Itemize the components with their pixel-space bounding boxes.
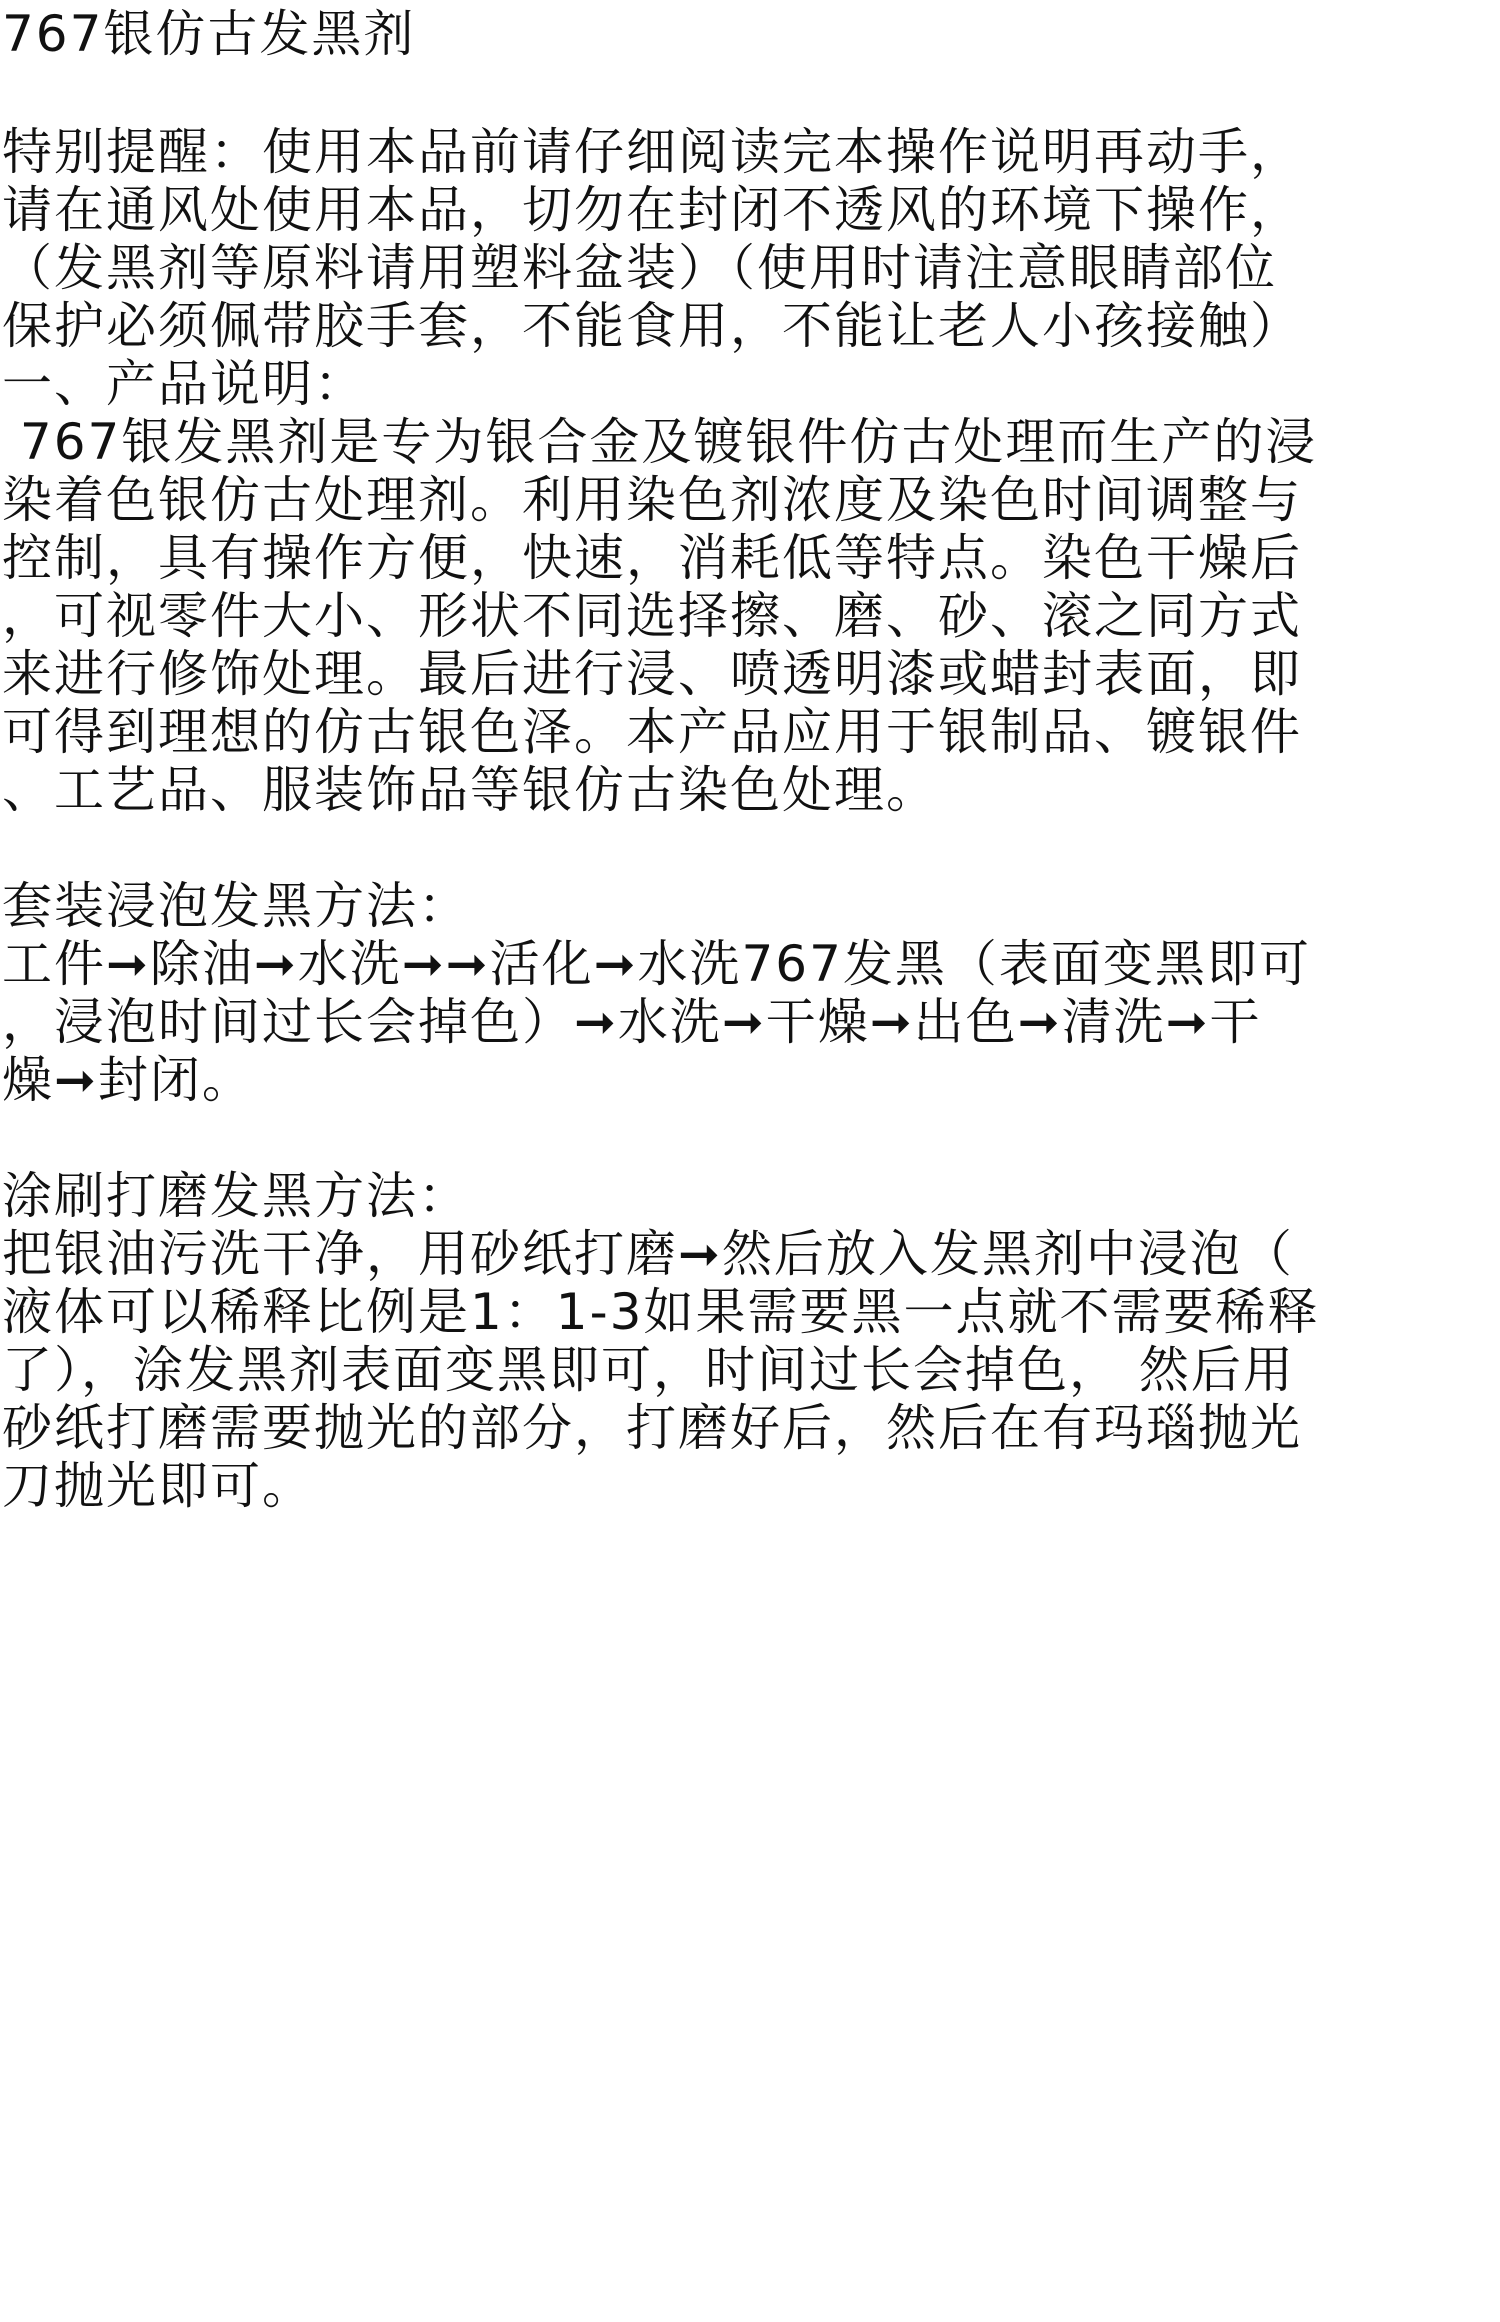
paragraph-line: 可得到理想的仿古银色泽。本产品应用于银制品、镀银件 [2, 703, 1302, 761]
paragraph-line: 染着色银仿古处理剂。利用染色剂浓度及染色时间调整与 [2, 471, 1302, 529]
paragraph-line: 工件➞除油➞水洗➞➞活化➞水洗767发黑（表面变黑即可 [2, 935, 1311, 993]
section-heading: 套装浸泡发黑方法： [2, 877, 470, 935]
reminder-line: （发黑剂等原料请用塑料盆装）（使用时请注意眼睛部位 [2, 239, 1277, 297]
paragraph-line: ，可视零件大小、形状不同选择擦、磨、砂、滚之同方式 [2, 587, 1302, 645]
paragraph-line: 把银油污洗干净，用砂纸打磨➞然后放入发黑剂中浸泡（ [2, 1225, 1294, 1283]
section-heading: 涂刷打磨发黑方法： [2, 1167, 470, 1225]
paragraph-line: 、工艺品、服装饰品等银仿古染色处理。 [2, 761, 938, 819]
reminder-line: 请在通风处使用本品，切勿在封闭不透风的环境下操作， [2, 181, 1302, 239]
reminder-line: 特别提醒：使用本品前请仔细阅读完本操作说明再动手， [2, 123, 1302, 181]
paragraph-line: 砂纸打磨需要抛光的部分，打磨好后，然后在有玛瑙抛光 [2, 1399, 1302, 1457]
paragraph-line: 刀抛光即可。 [2, 1457, 314, 1515]
reminder-line: 保护必须佩带胶手套，不能食用，不能让老人小孩接触） [2, 297, 1302, 355]
paragraph-line: 了），涂发黑剂表面变黑即可，时间过长会掉色， 然后用 [2, 1341, 1295, 1399]
paragraph-line: 控制，具有操作方便，快速，消耗低等特点。染色干燥后 [2, 529, 1302, 587]
paragraph-line: 液体可以稀释比例是1：1-3如果需要黑一点就不需要稀释 [2, 1283, 1320, 1341]
paragraph-line: 燥➞封闭。 [2, 1051, 254, 1109]
paragraph-line: 来进行修饰处理。最后进行浸、喷透明漆或蜡封表面，即 [2, 645, 1302, 703]
paragraph-line: 767银发黑剂是专为银合金及镀银件仿古处理而生产的浸 [2, 413, 1318, 471]
document-title: 767银仿古发黑剂 [2, 5, 416, 63]
section-heading: 一、产品说明： [2, 355, 366, 413]
paragraph-line: ，浸泡时间过长会掉色）➞水洗➞干燥➞出色➞清洗➞干 [2, 993, 1262, 1051]
